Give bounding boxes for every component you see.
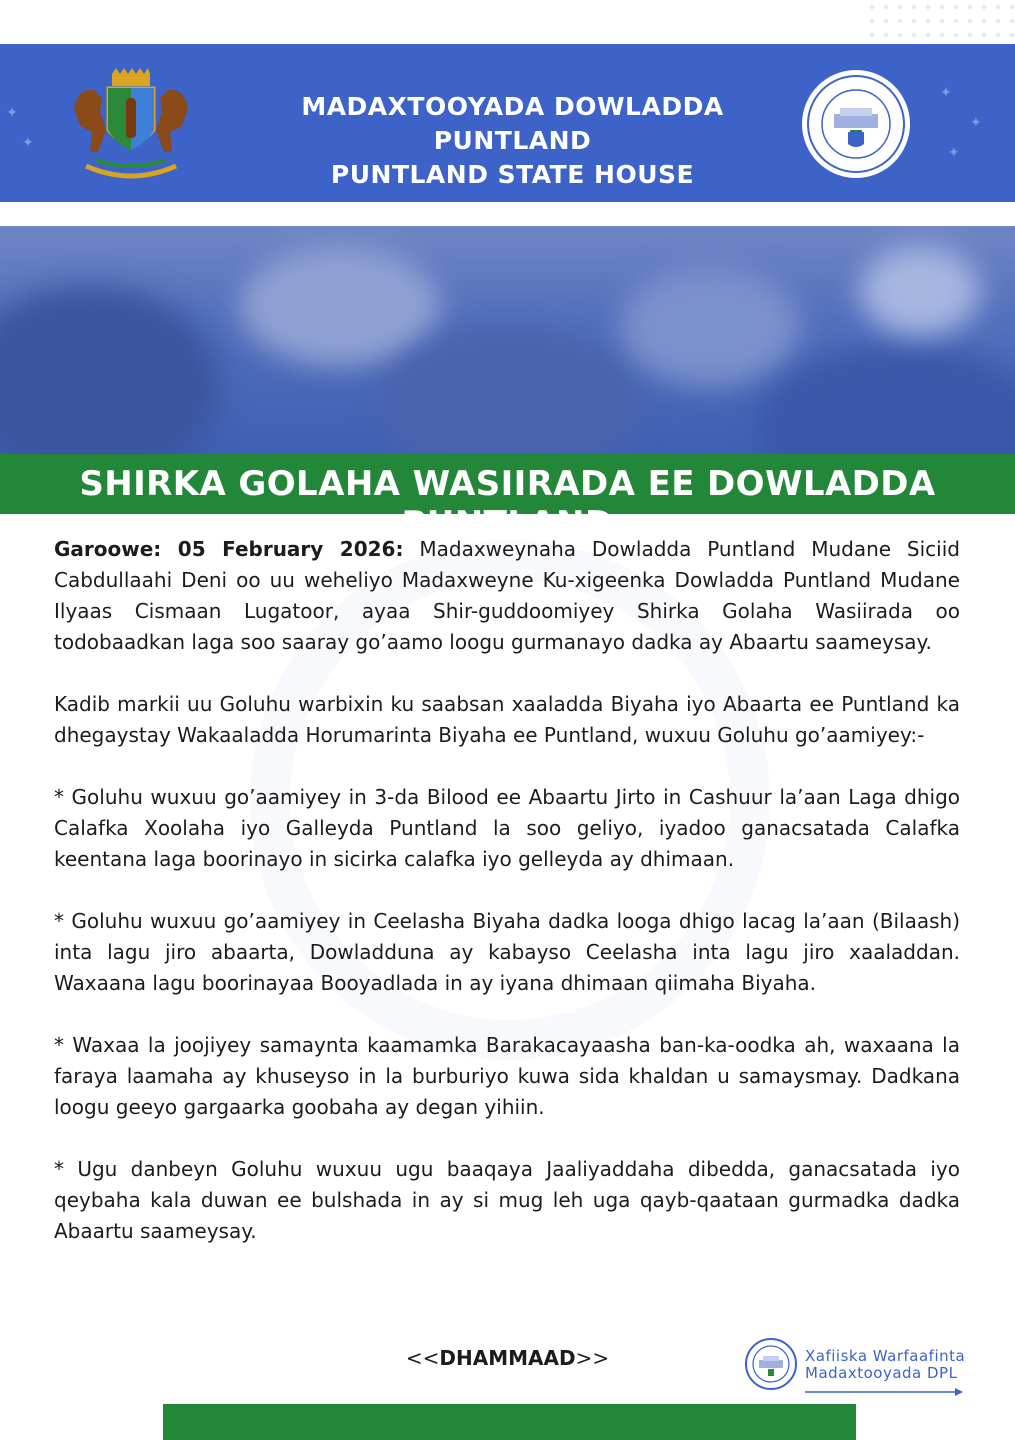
decorative-dots bbox=[865, 0, 1015, 40]
paragraph-2: Kadib markii uu Goluhu warbixin ku saabsan xaaladda Biyaha iyo Abaarta ee Puntland ka dhegaystay Wakaaladda Horumarinta Biyaha ee Puntland, wuxuu Goluhu go’aamiyey:- bbox=[54, 692, 960, 747]
arrow-right-icon bbox=[805, 1388, 965, 1396]
office-name-line1: Xafiiska Warfaafinta bbox=[805, 1347, 966, 1365]
intro-paragraph bbox=[54, 534, 960, 658]
end-word: DHAMMAAD bbox=[439, 1346, 576, 1370]
end-close: >> bbox=[575, 1346, 610, 1370]
decision-point-2: * Goluhu wuxuu go’aamiyey in Ceelasha Biyaha dadka looga dhigo lacag la’aan (Bilaash) inta lagu jiro abaarta, Dowladduna ay kabayso Ceelasha inta lagu jiro xaaladdan. Waxaana lagu boorinayaa Booyadlada in ay iyana dhimaan qiimaha Biyaha. bbox=[54, 909, 960, 995]
footer-bar bbox=[163, 1404, 856, 1440]
intro-text: Madaxweynaha Dowladda Puntland Mudane Siciid Cabdullaahi Deni oo uu weheliyo Madaxweyne Ku-xigeenka Dowladda Puntland Mudane Ilyaas Cismaan Lugatoor, ayaa Shir-guddoomiyey Shirka Golaha Wasiirada oo todobaadkan laga soo saaray go’aamo loogu gurmanayo dadka ay Abaartu saameysay. bbox=[54, 537, 960, 654]
end-open: << bbox=[405, 1346, 440, 1370]
sparkle-icon: ✦ bbox=[22, 134, 34, 150]
header-title-somali: MADAXTOOYADA DOWLADDA PUNTLAND bbox=[301, 92, 724, 155]
title-bar bbox=[0, 454, 1015, 544]
office-name-line2: Madaxtooyada DPL bbox=[805, 1364, 958, 1382]
sparkle-icon: ✦ bbox=[970, 114, 982, 130]
decision-point-1: * Goluhu wuxuu go’aamiyey in 3-da Bilood ee Abaartu Jirto in Cashuur la’aan Laga dhigo Calafka Xoolaha iyo Galleyda Puntland la soo geliyo, iyadoo ganacsatada Calafka keentana laga boorinayo in sicirka calafka iyo gelleyda ay dhimaan. bbox=[54, 785, 960, 871]
sparkle-icon: ✦ bbox=[940, 84, 952, 100]
sparkle-icon: ✦ bbox=[6, 104, 18, 120]
article-body bbox=[54, 534, 960, 1278]
state-house-seal-icon bbox=[800, 68, 912, 180]
sparkle-icon: ✦ bbox=[948, 144, 960, 160]
puntland-coat-of-arms-icon bbox=[56, 68, 206, 180]
page-title: SHIRKA GOLAHA WASIIRADA EE DOWLADDA PUNTLAND bbox=[79, 464, 936, 544]
dateline: Garoowe: 05 February 2026: bbox=[54, 537, 404, 561]
meeting-photo-banner bbox=[0, 226, 1015, 454]
press-office-signature bbox=[745, 1338, 985, 1398]
header-title-english: PUNTLAND STATE HOUSE bbox=[330, 160, 695, 189]
decision-point-3: * Waxaa la joojiyey samaynta kaamamka Barakacayaasha ban-ka-oodka ah, waxaana la faraya laamaha ay khuseyso in la burburiyo kuwa sida khaldan u samaysmay. Dadkana loogu geeyo gargaarka goobaha ay degan yihiin. bbox=[54, 1033, 960, 1119]
decision-point-4: * Ugu danbeyn Goluhu wuxuu ugu baaqaya Jaaliyaddaha dibedda, ganacsatada iyo qeybaha kala duwan ee bulshada in ay si mug leh uga qayb-qaataan gurmadka dadka Abaartu saameysay. bbox=[54, 1157, 960, 1243]
press-office-logo-icon bbox=[745, 1338, 797, 1390]
header-band bbox=[0, 44, 1015, 202]
